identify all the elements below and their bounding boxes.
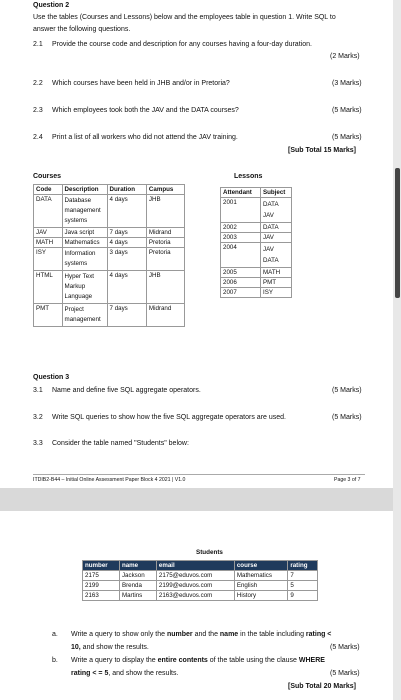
course-duration: 7 days: [107, 228, 146, 238]
students-header-name: name: [119, 561, 156, 571]
q2-3-number: 2.3: [33, 107, 43, 114]
table-row: [221, 278, 292, 288]
course-duration: 7 days: [107, 304, 146, 327]
courses-table: [33, 184, 185, 327]
table-row: [221, 268, 292, 278]
lesson-subject: DATA JAV: [261, 198, 292, 223]
course-description: Information systems: [62, 248, 107, 271]
course-description: Hyper Text Markup Language: [62, 271, 107, 304]
question-3-title: Question 3: [33, 374, 70, 381]
students-header-rating: rating: [288, 561, 318, 571]
lesson-attendant: 2006: [221, 278, 261, 288]
q3-3-number: 3.3: [33, 440, 43, 447]
lessons-table-title: Lessons: [234, 173, 263, 180]
course-campus: Pretoria: [146, 238, 184, 248]
table-row: [34, 238, 185, 248]
student-name: Jackson: [119, 571, 156, 581]
students-header-number: number: [83, 561, 120, 571]
q2-4-text: Print a list of all workers who did not attend the JAV training.: [52, 134, 238, 141]
q2-3-marks: (5 Marks): [332, 107, 362, 114]
q2-1-text: Provide the course code and description for any courses having a four-day duration.: [52, 41, 312, 48]
q2-4-number: 2.4: [33, 134, 43, 141]
student-rating: 9: [288, 591, 318, 601]
lessons-table: [220, 187, 292, 298]
q2-2-text: Which courses have been held in JHB and/or in Pretoria?: [52, 80, 230, 87]
student-number: 2199: [83, 581, 120, 591]
student-course: Mathematics: [234, 571, 287, 581]
q2-intro-line2: answer the following questions.: [33, 26, 131, 33]
course-description: Project management: [62, 304, 107, 327]
course-code: MATH: [34, 238, 63, 248]
lesson-attendant: 2005: [221, 268, 261, 278]
lesson-attendant: 2003: [221, 233, 261, 243]
lesson-subject: MATH: [261, 268, 292, 278]
q2-2-number: 2.2: [33, 80, 43, 87]
table-row: [221, 288, 292, 298]
subquestion-b-marks: (5 Marks): [330, 670, 360, 677]
courses-table-title: Courses: [33, 173, 62, 180]
lesson-subject: JAV DATA: [261, 243, 292, 268]
subquestion-b-line2: rating < = 5, and show the results.: [71, 670, 179, 677]
course-code: HTML: [34, 271, 63, 304]
course-campus: JHB: [146, 271, 184, 304]
lesson-attendant: 2004: [221, 243, 261, 268]
lesson-subject: PMT: [261, 278, 292, 288]
student-rating: 7: [288, 571, 318, 581]
footer-left: ITDIB2-B44 – Initial Online Assessment Paper Block 4 2021 | V1.0: [33, 477, 186, 483]
course-code: DATA: [34, 195, 63, 228]
course-description: Mathematics: [62, 238, 107, 248]
courses-header-campus: Campus: [146, 185, 184, 195]
lesson-subject: JAV: [261, 233, 292, 243]
student-name: Martins: [119, 591, 156, 601]
q2-subtotal: [Sub Total 15 Marks]: [288, 147, 356, 154]
table-row: [221, 198, 292, 223]
q2-1-marks: (2 Marks): [330, 53, 360, 60]
course-description: Java script: [62, 228, 107, 238]
lesson-attendant: 2002: [221, 223, 261, 233]
q2-1-number: 2.1: [33, 41, 43, 48]
student-email: 2163@eduvos.com: [156, 591, 234, 601]
table-row: [34, 248, 185, 271]
student-rating: 5: [288, 581, 318, 591]
subquestion-b-line1: Write a query to display the entire contents of the table using the clause WHERE: [71, 657, 325, 664]
q3-1-number: 3.1: [33, 387, 43, 394]
q3-1-text: Name and define five SQL aggregate operators.: [52, 387, 201, 394]
page-4: [0, 511, 393, 700]
courses-header-row: [34, 185, 185, 195]
q3-3-text: Consider the table named "Students" below:: [52, 440, 189, 447]
course-code: ISY: [34, 248, 63, 271]
scrollbar-thumb[interactable]: [395, 168, 400, 298]
student-number: 2163: [83, 591, 120, 601]
course-campus: JHB: [146, 195, 184, 228]
q3-2-number: 3.2: [33, 414, 43, 421]
course-campus: Midrand: [146, 304, 184, 327]
table-row: [83, 571, 318, 581]
q2-3-text: Which employees took both the JAV and the DATA courses?: [52, 107, 239, 114]
lessons-header-attendant: Attendant: [221, 188, 261, 198]
students-header-email: email: [156, 561, 234, 571]
question-2-title: Question 2: [33, 2, 70, 9]
course-campus: Pretoria: [146, 248, 184, 271]
course-duration: 4 days: [107, 271, 146, 304]
course-duration: 3 days: [107, 248, 146, 271]
lesson-attendant: 2001: [221, 198, 261, 223]
table-row: [221, 223, 292, 233]
student-number: 2175: [83, 571, 120, 581]
courses-header-duration: Duration: [107, 185, 146, 195]
lessons-header-row: [221, 188, 292, 198]
courses-header-code: Code: [34, 185, 63, 195]
table-row: [83, 591, 318, 601]
table-row: [34, 195, 185, 228]
subquestion-a-marks: (5 Marks): [330, 644, 360, 651]
q2-4-marks: (5 Marks): [332, 134, 362, 141]
students-header-row: [83, 561, 318, 571]
table-row: [221, 243, 292, 268]
footer-divider: [33, 474, 365, 475]
table-row: [221, 233, 292, 243]
students-header-course: course: [234, 561, 287, 571]
course-duration: 4 days: [107, 238, 146, 248]
lesson-subject: DATA: [261, 223, 292, 233]
course-code: JAV: [34, 228, 63, 238]
subquestion-a-line2: 10, and show the results.: [71, 644, 149, 651]
course-duration: 4 days: [107, 195, 146, 228]
students-table: [82, 560, 318, 601]
lessons-header-subject: Subject: [261, 188, 292, 198]
lesson-attendant: 2007: [221, 288, 261, 298]
q3-subtotal: [Sub Total 20 Marks]: [288, 683, 356, 690]
q2-intro-line1: Use the tables (Courses and Lessons) below and the employees table in question 1. Write SQL to: [33, 14, 336, 21]
footer-page-number: Page 3 of 7: [334, 477, 361, 483]
courses-header-description: Description: [62, 185, 107, 195]
subquestion-a-label: a.: [52, 631, 58, 638]
subquestion-b-label: b.: [52, 657, 58, 664]
student-course: English: [234, 581, 287, 591]
course-code: PMT: [34, 304, 63, 327]
table-row: [83, 581, 318, 591]
vertical-scrollbar[interactable]: [393, 0, 401, 700]
student-course: History: [234, 591, 287, 601]
q3-2-marks: (5 Marks): [332, 414, 362, 421]
subquestion-a-line1: Write a query to show only the number and the name in the table including rating <: [71, 631, 332, 638]
q2-2-marks: (3 Marks): [332, 80, 362, 87]
q3-2-text: Write SQL queries to show how the five SQL aggregate operators are used.: [52, 414, 286, 421]
course-description: Database management systems: [62, 195, 107, 228]
student-name: Brenda: [119, 581, 156, 591]
table-row: [34, 304, 185, 327]
q3-1-marks: (5 Marks): [332, 387, 362, 394]
lesson-subject: ISY: [261, 288, 292, 298]
student-email: 2175@eduvos.com: [156, 571, 234, 581]
course-campus: Midrand: [146, 228, 184, 238]
table-row: [34, 228, 185, 238]
students-table-title: Students: [196, 549, 223, 556]
table-row: [34, 271, 185, 304]
student-email: 2199@eduvos.com: [156, 581, 234, 591]
